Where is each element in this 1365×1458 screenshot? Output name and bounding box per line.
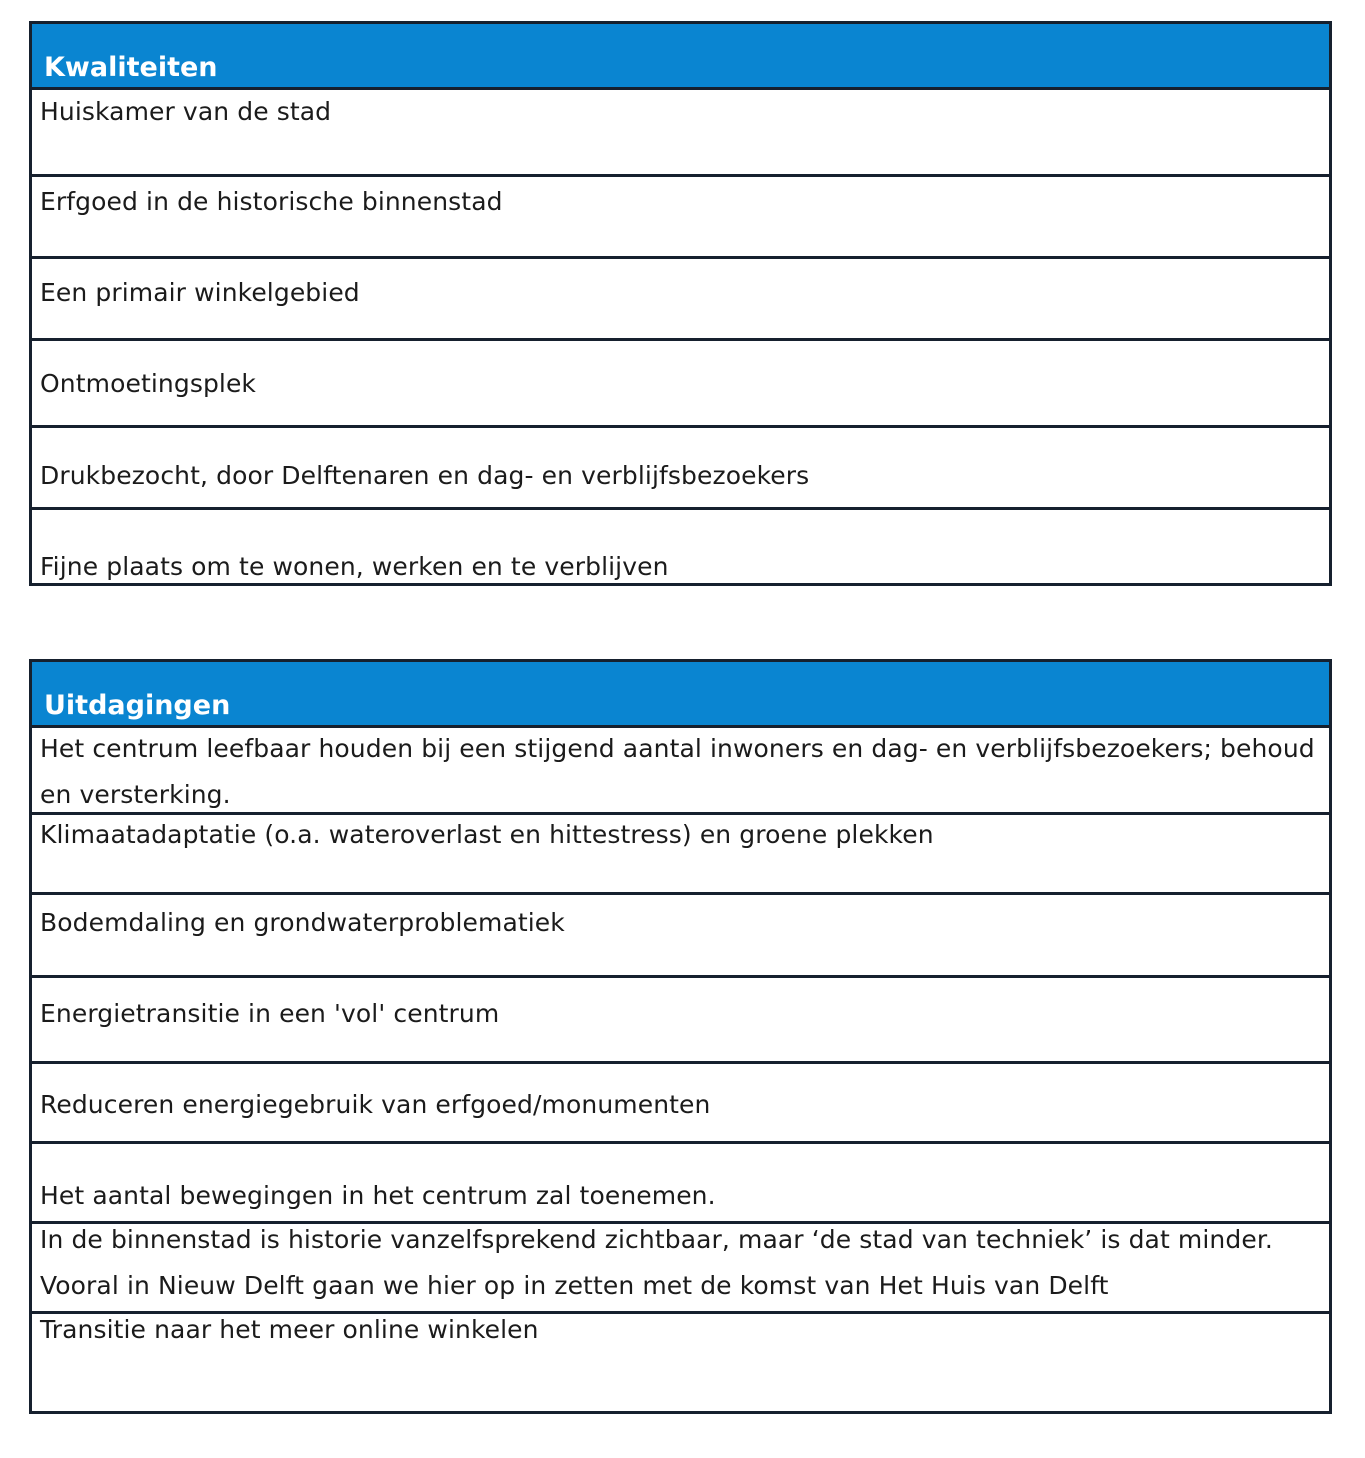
table-cell: Drukbezocht, door Delftenaren en dag- en verblijfsbezoekers	[40, 461, 810, 490]
table-cell: Een primair winkelgebied	[40, 278, 360, 307]
uitdagingen-header	[32, 662, 1329, 728]
table-cell: Erfgoed in de historische binnenstad	[40, 187, 503, 216]
table-cell: Reduceren energiegebruik van erfgoed/monumenten	[40, 1090, 711, 1119]
table-cell: Ontmoetingsplek	[40, 369, 257, 398]
table-row	[32, 815, 1329, 895]
table-row	[32, 90, 1329, 177]
table-row	[32, 1144, 1329, 1224]
table-cell: Huiskamer van de stad	[40, 97, 332, 126]
table-cell: Het aantal bewegingen in het centrum zal toenemen.	[40, 1181, 716, 1210]
table-cell: Energietransitie in een 'vol' centrum	[40, 999, 500, 1028]
kwaliteiten-table	[29, 21, 1332, 586]
table-row	[32, 978, 1329, 1064]
uitdagingen-table	[29, 659, 1332, 1414]
table-row	[32, 728, 1329, 815]
table-row	[32, 1064, 1329, 1144]
table-row	[32, 177, 1329, 259]
table-cell: Het centrum leefbaar houden bij een stijgend aantal inwoners en dag- en verblijfsbezoekers; behoud en versterking.	[40, 734, 1315, 809]
table-row	[32, 895, 1329, 978]
table-cell: Bodemdaling en grondwaterproblematiek	[40, 908, 565, 937]
table-row	[32, 1314, 1329, 1411]
table-row	[32, 259, 1329, 341]
table-cell: Transitie naar het meer online winkelen	[40, 1315, 539, 1344]
table-row	[32, 341, 1329, 428]
table-cell: Klimaatadaptatie (o.a. wateroverlast en hittestress) en groene plekken	[40, 820, 934, 849]
kwaliteiten-header	[32, 24, 1329, 90]
kwaliteiten-title: Kwaliteiten	[44, 52, 218, 83]
uitdagingen-title: Uitdagingen	[44, 690, 231, 721]
table-row	[32, 1224, 1329, 1314]
table-row	[32, 510, 1329, 583]
table-cell: In de binnenstad is historie vanzelfsprekend zichtbaar, maar ‘de stad van techniek’ is dat minder. Vooral in Nieuw Delft gaan we hier op in zetten met de komst van Het Huis van Delft	[40, 1225, 1273, 1300]
table-row	[32, 428, 1329, 510]
table-cell: Fijne plaats om te wonen, werken en te verblijven	[40, 552, 669, 581]
